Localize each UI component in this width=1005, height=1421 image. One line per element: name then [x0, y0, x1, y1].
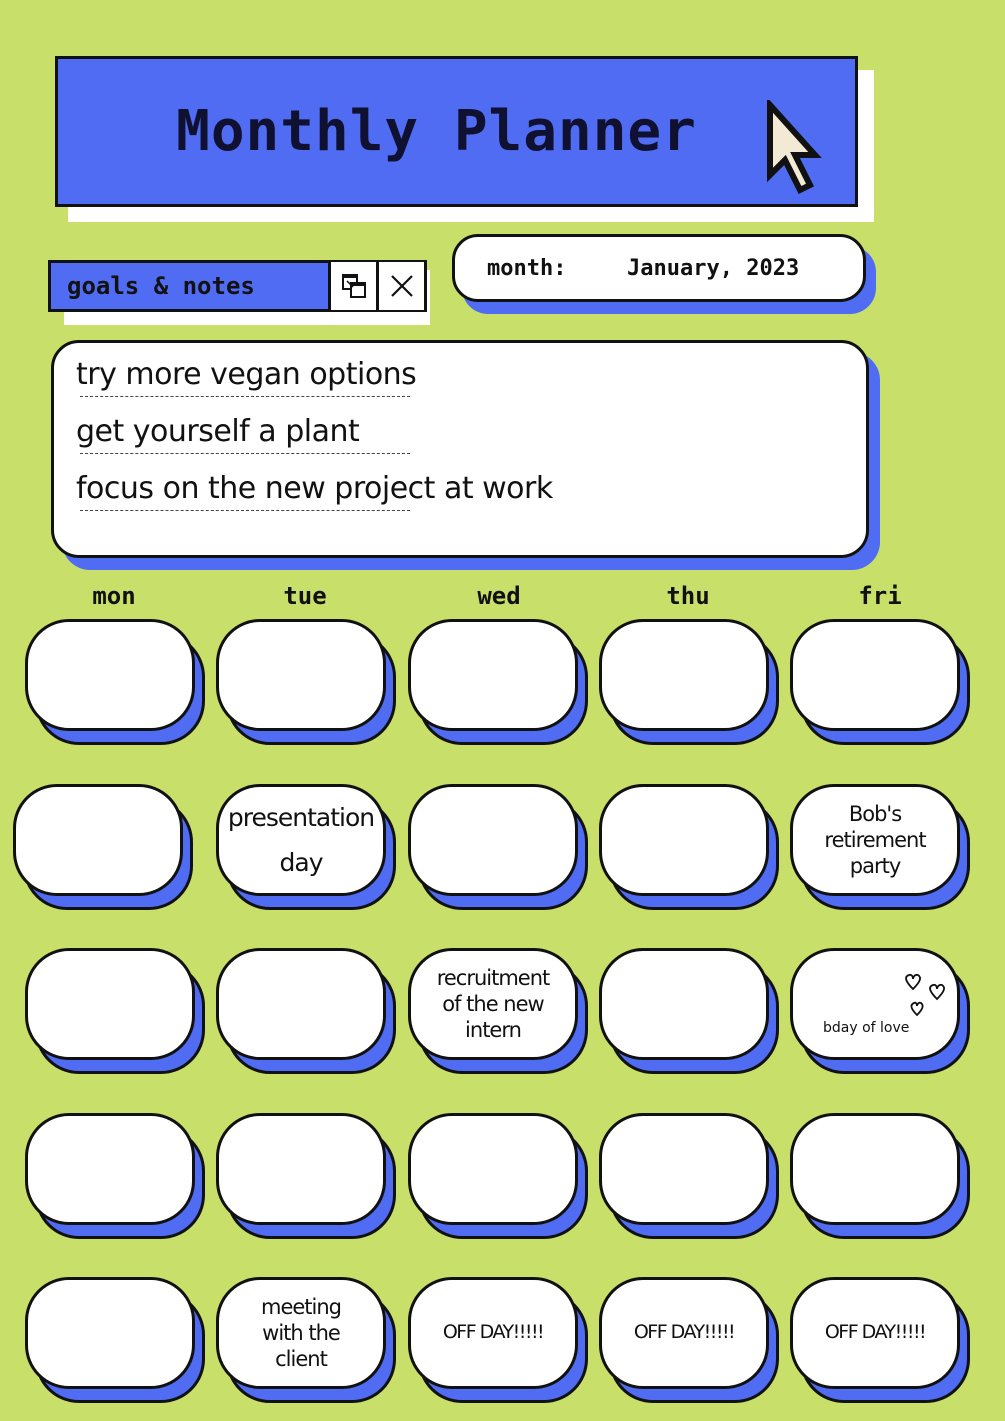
calendar-cell[interactable]	[790, 619, 960, 731]
month-label: month:	[487, 255, 567, 281]
day-label-wed: wed	[477, 582, 521, 610]
goals-label: goals & notes	[67, 272, 255, 300]
page-title: Monthly Planner	[176, 99, 697, 164]
calendar-cell[interactable]	[25, 1277, 195, 1389]
event-text: bday of love	[823, 1019, 910, 1036]
calendar-cell[interactable]	[790, 948, 960, 1060]
calendar-cell[interactable]	[408, 784, 578, 896]
note-item: focus on the new project at work	[76, 471, 553, 506]
calendar-cell[interactable]	[599, 784, 769, 896]
restore-window-icon	[340, 272, 368, 300]
event-text: meeting with the client	[260, 1294, 341, 1372]
note-item: get yourself a plant	[76, 414, 360, 449]
calendar-cell[interactable]	[599, 1277, 769, 1389]
event-text: OFF DAY!!!!!	[633, 1321, 735, 1344]
calendar-cell[interactable]	[408, 1113, 578, 1225]
calendar-cell[interactable]	[25, 619, 195, 731]
event-text: presentation day	[227, 803, 375, 877]
close-button[interactable]	[376, 262, 424, 310]
event-text: recruitment of the new intern	[436, 965, 550, 1043]
event-text: OFF DAY!!!!!	[442, 1321, 544, 1344]
calendar-cell[interactable]	[599, 619, 769, 731]
title-banner	[55, 56, 858, 207]
calendar-cell[interactable]	[216, 784, 386, 896]
calendar-cell[interactable]	[790, 1113, 960, 1225]
calendar-cell[interactable]	[790, 784, 960, 896]
calendar-cell[interactable]	[408, 619, 578, 731]
calendar-cell[interactable]	[408, 1277, 578, 1389]
hearts-icon	[893, 973, 949, 1025]
day-label-fri: fri	[858, 582, 902, 610]
note-rule	[80, 396, 410, 397]
day-label-thu: thu	[666, 582, 710, 610]
month-box	[452, 234, 866, 302]
goals-window-bar	[48, 260, 427, 312]
calendar-cell[interactable]	[216, 1277, 386, 1389]
day-label-mon: mon	[92, 582, 136, 610]
calendar-cell[interactable]	[25, 948, 195, 1060]
note-rule	[80, 510, 410, 511]
month-value: January, 2023	[627, 255, 800, 281]
calendar-cell[interactable]	[25, 1113, 195, 1225]
note-item: try more vegan options	[76, 357, 417, 392]
calendar-cell[interactable]	[790, 1277, 960, 1389]
close-icon	[389, 273, 415, 299]
day-label-tue: tue	[283, 582, 327, 610]
restore-button[interactable]	[328, 262, 376, 310]
event-text: Bob's retirement party	[824, 801, 926, 879]
calendar-cell[interactable]	[408, 948, 578, 1060]
notes-box	[51, 340, 869, 558]
calendar-cell[interactable]	[216, 1113, 386, 1225]
cursor-arrow-icon	[765, 100, 825, 195]
note-rule	[80, 453, 410, 454]
calendar-cell[interactable]	[599, 948, 769, 1060]
calendar-cell[interactable]	[216, 619, 386, 731]
calendar-cell[interactable]	[216, 948, 386, 1060]
event-text: OFF DAY!!!!!	[824, 1321, 926, 1344]
calendar-cell[interactable]	[599, 1113, 769, 1225]
calendar-cell[interactable]	[13, 784, 183, 896]
